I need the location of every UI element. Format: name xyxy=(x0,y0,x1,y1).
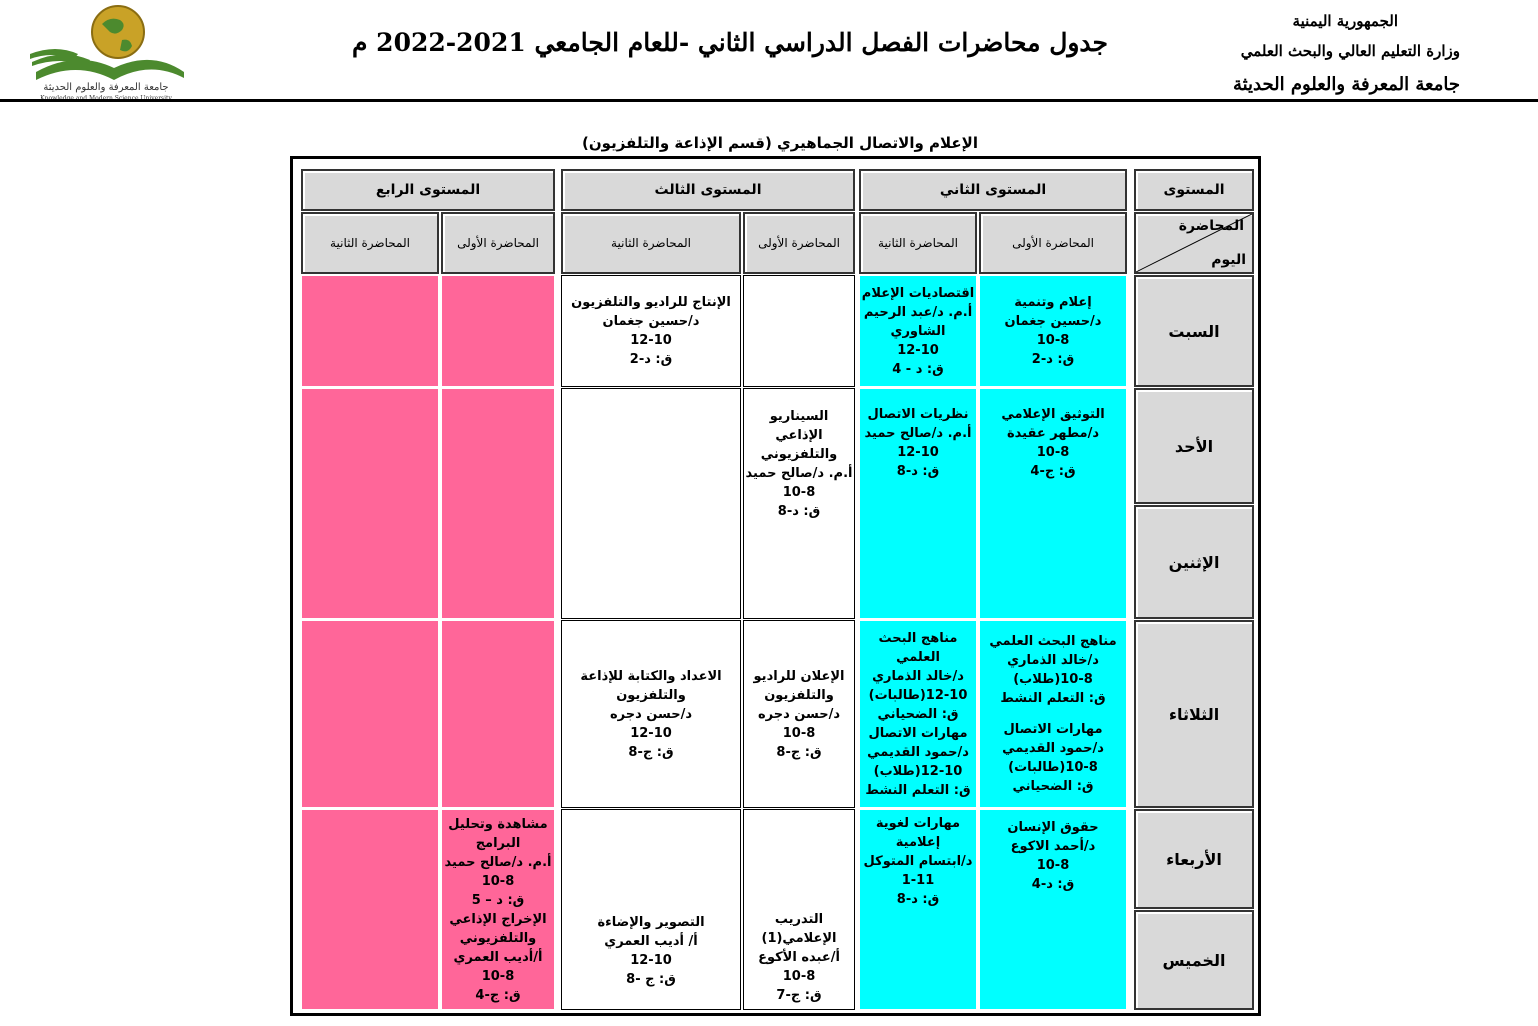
time: 10-8 xyxy=(1036,858,1070,873)
level-2-label: المستوى الثاني xyxy=(939,182,1047,198)
corner-diagonal xyxy=(1134,212,1254,274)
room: ق: د – 5 xyxy=(471,892,525,908)
course-name-cont: والتلفزيون xyxy=(616,687,686,703)
room: ق: ج-7 xyxy=(776,988,822,1003)
room: ق: التعلم النشط xyxy=(1000,691,1106,706)
class-entry xyxy=(864,814,973,909)
class-entry xyxy=(754,667,845,762)
time: 12-10 xyxy=(630,725,672,741)
l3-sun-mon-lecture-2 xyxy=(561,388,741,619)
class-entry xyxy=(865,629,970,800)
l2-sat-lecture-1 xyxy=(979,275,1127,387)
l2-tue-lecture-1 xyxy=(979,620,1127,808)
lecture-2-label: المحاضرة الثانية xyxy=(330,236,410,250)
instructor: د/ابتسام المتوكل xyxy=(863,854,973,869)
course-name: إعلام وتنمية xyxy=(1014,295,1092,310)
l2-wed-thu-lecture-1 xyxy=(979,809,1127,1010)
time: 12-10 xyxy=(897,445,939,460)
day-wednesday xyxy=(1134,809,1254,909)
time: 12-10 xyxy=(897,342,939,358)
l3-lecture-2-header xyxy=(561,212,741,274)
l2-lecture-1-header xyxy=(979,212,1127,274)
room: ق: ج-8 xyxy=(776,744,822,760)
lecture-1-label: المحاضرة الأولى xyxy=(1012,236,1094,250)
instructor: د/حسن دجره xyxy=(609,706,693,722)
lecture-1-label: المحاضرة الأولى xyxy=(457,236,539,250)
time: 10-8 xyxy=(481,873,515,889)
corner-level xyxy=(1134,169,1254,211)
room: ق: د-2 xyxy=(629,352,673,367)
day-saturday xyxy=(1134,275,1254,387)
l2-tue-lecture-2 xyxy=(859,620,977,808)
level-3-header xyxy=(561,169,855,211)
header-divider xyxy=(0,99,1538,102)
course-name: التصوير والإضاءة xyxy=(597,915,705,930)
room: ق: ج-4 xyxy=(475,987,521,1003)
day-label: الأربعاء xyxy=(1166,849,1222,869)
lecture-1-label: المحاضرة الأولى xyxy=(758,236,840,250)
instructor: د/حسن دجره xyxy=(757,706,841,722)
time: 12-10(طلاب) xyxy=(873,763,963,779)
course-name: الإنتاج للراديو والتلفزيون xyxy=(571,295,731,310)
l3-sat-lecture-2 xyxy=(561,275,741,387)
room: ق: ج-4 xyxy=(1030,464,1076,479)
time: 12-10 xyxy=(630,953,672,968)
time: 1-11 xyxy=(901,873,935,888)
l4-sat-lecture-2 xyxy=(301,275,439,387)
room: ق: الضحياني xyxy=(877,706,959,722)
svg-text:جامعة المعرفة والعلوم الحديثة: جامعة المعرفة والعلوم الحديثة xyxy=(43,82,169,93)
l3-sun-mon-lecture-1 xyxy=(743,388,855,619)
level-4-label: المستوى الرابع xyxy=(375,182,481,198)
l4-sun-mon-lecture-1 xyxy=(441,388,555,619)
course-name-cont: والتلفزيون xyxy=(764,687,834,703)
class-entry xyxy=(1007,818,1098,894)
room: ق: د-8 xyxy=(896,464,940,479)
l2-sun-mon-lecture-2 xyxy=(859,388,977,619)
day-monday xyxy=(1134,505,1254,619)
course-name: التدريب xyxy=(774,912,824,927)
room: ق: د - 4 xyxy=(892,361,944,377)
university-logo xyxy=(26,2,186,102)
room: ق: د-2 xyxy=(1031,352,1075,367)
instructor: د/حمود القديمي xyxy=(867,744,969,760)
day-label: الخميس xyxy=(1162,950,1226,970)
instructor: د/أحمد الاكوع xyxy=(1010,839,1096,854)
level-3-label: المستوى الثالث xyxy=(654,182,762,198)
day-sunday xyxy=(1134,388,1254,504)
class-entry xyxy=(1001,405,1104,481)
day-label: الإثنين xyxy=(1168,552,1220,572)
room: ق: ج -8 xyxy=(626,972,676,987)
room: ق: د-8 xyxy=(777,504,821,519)
class-entry xyxy=(445,815,552,1005)
instructor: د/حسين جغمان xyxy=(602,314,700,329)
class-entry xyxy=(571,293,731,369)
time: 12-10(طالبات) xyxy=(868,687,968,703)
level-2-header xyxy=(859,169,1127,211)
lecture-2-label: المحاضرة الثانية xyxy=(611,236,691,250)
instructor: أ.م. د/صالح حميد xyxy=(745,466,853,481)
class-entry xyxy=(862,284,974,379)
class-entry xyxy=(865,405,972,481)
schedule-table xyxy=(290,156,1261,1016)
time: 10-8(طلاب) xyxy=(1013,672,1093,687)
course-name: الإخراج الإذاعي xyxy=(449,911,547,927)
day-thursday xyxy=(1134,910,1254,1010)
instructor: د/حسين جغمان xyxy=(1004,314,1102,329)
course-name-cont: إعلامية xyxy=(895,835,941,850)
instructor: أ.م. د/صالح حميد xyxy=(864,426,972,441)
course-name: اقتصاديات الإعلام xyxy=(861,285,975,301)
course-name: مناهج البحث xyxy=(878,630,958,646)
class-entry xyxy=(580,667,721,762)
course-name-cont: الإعلامي(1) xyxy=(761,931,837,946)
corner-level-label: المستوى xyxy=(1163,182,1225,198)
spacer xyxy=(989,708,1116,720)
room: ق: ج-8 xyxy=(628,744,674,760)
course-name: مناهج البحث العلمي xyxy=(989,634,1117,649)
time: 10-8(طالبات) xyxy=(1008,760,1098,775)
l4-tue-lecture-2 xyxy=(301,620,439,808)
instructor: د/خالد الذماري xyxy=(1007,653,1099,668)
corner-day-label: اليوم xyxy=(1211,252,1246,268)
university-name: جامعة المعرفة والعلوم الحديثة xyxy=(1232,74,1460,95)
course-name: حقوق الإنسان xyxy=(1007,820,1099,835)
time: 10-8 xyxy=(782,969,816,984)
l3-lecture-1-header xyxy=(743,212,855,274)
l3-wed-thu-lecture-2 xyxy=(561,809,741,1010)
l2-sun-mon-lecture-1 xyxy=(979,388,1127,619)
l3-tue-lecture-1 xyxy=(743,620,855,808)
l3-sat-lecture-1 xyxy=(743,275,855,387)
course-name-cont: والتلفزيوني xyxy=(760,447,838,462)
time: 10-8 xyxy=(782,485,816,500)
instructor: د/خالد الذماري xyxy=(872,668,964,684)
l2-sat-lecture-2 xyxy=(859,275,977,387)
room: ق: د-4 xyxy=(1031,877,1075,892)
l4-lecture-2-header xyxy=(301,212,439,274)
republic-name: الجمهورية اليمنية xyxy=(1292,12,1398,30)
room: ق: الضحياني xyxy=(1012,779,1094,794)
course-name-cont: البرامج xyxy=(475,835,521,851)
day-label: الثلاثاء xyxy=(1168,704,1220,724)
day-label: الأحد xyxy=(1174,436,1214,456)
instructor: أ/عبده الأكوع xyxy=(758,950,840,965)
course-name: نظريات الاتصال xyxy=(867,407,969,422)
instructor: د/مطهر عقيدة xyxy=(1006,426,1100,441)
instructor: أ.م. د/عبد الرحيم xyxy=(863,304,973,320)
course-name: مهارات الاتصال xyxy=(868,725,968,741)
l4-tue-lecture-1 xyxy=(441,620,555,808)
lecture-2-label: المحاضرة الثانية xyxy=(878,236,958,250)
course-name: مهارات الاتصال xyxy=(1003,722,1103,737)
time: 10-8 xyxy=(1036,333,1070,348)
course-name: الاعداد والكتابة للإذاعة xyxy=(580,668,722,684)
course-name-cont: والتلفزيوني xyxy=(459,930,537,946)
instructor: د/حمود القديمي xyxy=(1002,741,1104,756)
room: ق: د-8 xyxy=(896,892,940,907)
ministry-name: وزارة التعليم العالي والبحث العلمي xyxy=(1240,42,1460,60)
class-entry xyxy=(744,407,854,521)
course-name: مشاهدة وتحليل xyxy=(448,816,548,832)
course-name: السيناريو الإذاعي xyxy=(769,409,829,443)
class-entry xyxy=(758,910,840,1005)
course-name-cont: العلمي xyxy=(896,649,940,665)
instructor-cont: الشاوري xyxy=(890,323,946,339)
course-name: التوثيق الإعلامي xyxy=(1001,407,1105,422)
class-entry xyxy=(989,632,1116,796)
corner-lecture-label: المحاضرة xyxy=(1178,218,1244,234)
level-4-header xyxy=(301,169,555,211)
page-title: جدول محاضرات الفصل الدراسي الثاني -للعام الجامعي 2021-2022 م xyxy=(351,28,1109,57)
page-header xyxy=(0,0,1538,106)
time: 10-8 xyxy=(1036,445,1070,460)
instructor: أ.م. د/صالح حميد xyxy=(444,854,552,870)
day-label: السبت xyxy=(1168,321,1220,341)
time: 12-10 xyxy=(630,333,672,348)
department-title: الإعلام والاتصال الجماهيري (قسم الإذاعة والتلفزيون) xyxy=(582,134,978,152)
l4-lecture-1-header xyxy=(441,212,555,274)
l4-wed-thu-lecture-1 xyxy=(441,809,555,1010)
instructor: أ/ أديب العمري xyxy=(604,934,698,949)
l4-sat-lecture-1 xyxy=(441,275,555,387)
time: 10-8 xyxy=(782,725,816,741)
day-tuesday xyxy=(1134,620,1254,808)
time: 10-8 xyxy=(481,968,515,984)
class-entry xyxy=(1005,293,1102,369)
course-name: الإعلان للراديو xyxy=(753,668,845,684)
l4-wed-thu-lecture-2 xyxy=(301,809,439,1010)
l4-sun-mon-lecture-2 xyxy=(301,388,439,619)
course-name: مهارات لغوية xyxy=(875,816,961,831)
instructor: أ/أديب العمري xyxy=(453,949,543,965)
l3-wed-thu-lecture-1 xyxy=(743,809,855,1010)
l2-lecture-2-header xyxy=(859,212,977,274)
class-entry xyxy=(597,913,704,989)
l3-tue-lecture-2 xyxy=(561,620,741,808)
room: ق: التعلم النشط xyxy=(865,782,971,798)
l2-wed-thu-lecture-2 xyxy=(859,809,977,1010)
